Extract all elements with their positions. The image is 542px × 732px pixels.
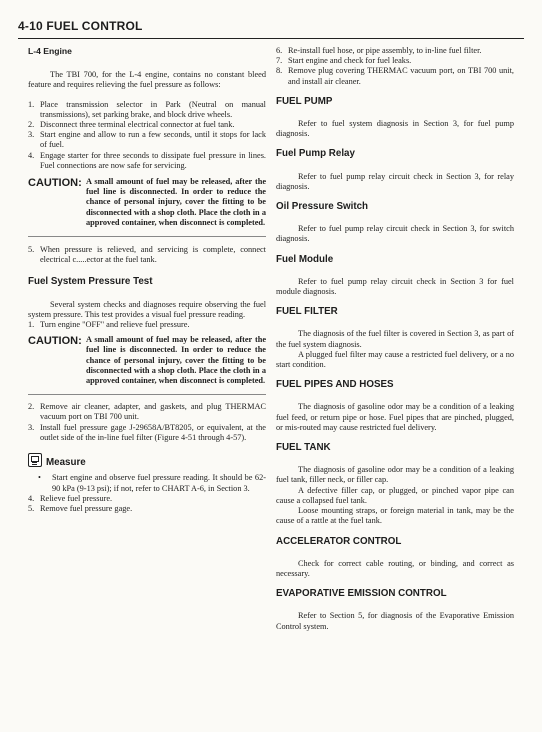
divider: [28, 394, 266, 395]
page-title: 4-10 FUEL CONTROL: [18, 19, 143, 33]
section-heading-fuel-module: Fuel Module: [276, 253, 334, 265]
list-item: 7. Start engine and check for fuel leaks.: [276, 56, 412, 66]
paragraph: Refer to fuel pump relay circuit check in Section 3, for relay diagnosis.: [276, 171, 514, 191]
paragraph-intro: The TBI 700, for the L-4 engine, contains no constant bleed feature and requires relieving the fuel pressure as follows:: [28, 70, 266, 90]
caution-block-1: [28, 177, 266, 228]
paragraph: Loose mounting straps, or foreign material in tank, may be the cause of a rattle at the fuel tank.: [276, 506, 514, 526]
section-heading-fuel-pump: FUEL PUMP: [276, 95, 333, 107]
paragraph: The diagnosis of gasoline odor may be a condition of a leaking fuel feed, or return pipe or hose. Fuel pipes that are pinched, plugged, or mis-routed may cause restricted fuel delivery.: [276, 402, 514, 432]
list-item: 3. Install fuel pressure gage J-29658A/BT8205, or equivalent, at the outlet side of the in-line fuel filter (Figure 4-51 through 4-57).: [28, 422, 266, 442]
caution-text: A small amount of fuel may be released, after the fuel line is disconnected. In order to reduce the chance of personal injury, cover the fitting to be disconnected with a shop cloth. Place the cloth in a approved container, when disconnect is completed.: [86, 335, 266, 386]
list-item: 5. Remove fuel pressure gage.: [28, 503, 133, 513]
paragraph: The diagnosis of gasoline odor may be a condition of a leaking fuel tank, filler neck, or filler cap.: [276, 465, 514, 485]
measure-heading: Measure: [28, 453, 266, 468]
paragraph: The diagnosis of the fuel filter is covered in Section 3, as part of the fuel system diagnosis.: [276, 329, 514, 349]
section-heading-fuel-filter: FUEL FILTER: [276, 306, 338, 318]
section-heading-evap-emission: EVAPORATIVE EMISSION CONTROL: [276, 588, 447, 600]
section-heading-l4: L-4 Engine: [28, 46, 72, 56]
list-item: 6. Re-install fuel hose, or pipe assembly, to in-line fuel filter.: [276, 46, 482, 55]
paragraph: Refer to fuel system diagnosis in Section 3, for fuel pump diagnosis.: [276, 119, 514, 139]
left-column: [28, 46, 266, 514]
bullet-icon: •: [38, 473, 41, 483]
procedure-list-1b: [28, 245, 266, 265]
section-heading-fuel-pipes: FUEL PIPES AND HOSES: [276, 379, 394, 391]
divider: [28, 236, 266, 237]
caution-text: A small amount of fuel may be released, after the fuel line is disconnected. In order to reduce the chance of personal injury, cover the fitting to be disconnected with a shop cloth. Place the cloth in a approved container, when disconnect is completed.: [86, 177, 266, 227]
paragraph: A defective filler cap, or plugged, or pinched vapor pipe can cause a collapsed fuel tank.: [276, 485, 514, 505]
section-heading-oil-pressure-switch: Oil Pressure Switch: [276, 201, 369, 213]
paragraph-fspt: Several system checks and diagnoses require observing the fuel system pressure. This test provides a visual fuel pressure reading.: [28, 299, 266, 319]
right-column: [276, 46, 514, 632]
section-heading-fuel-tank: FUEL TANK: [276, 442, 331, 454]
section-heading-fuel-pump-relay: Fuel Pump Relay: [276, 148, 355, 160]
caution-label: CAUTION:: [28, 177, 82, 190]
list-item: 4. Engage starter for three seconds to dissipate fuel pressure in lines. Fuel connections are now safe for servicing.: [28, 150, 266, 170]
caution-label: CAUTION:: [28, 335, 82, 348]
gauge-icon: [28, 453, 42, 467]
procedure-list-3: [28, 494, 266, 514]
procedure-list-2b: [28, 402, 266, 443]
paragraph: Refer to fuel pump relay circuit check in Section 3, for switch diagnosis.: [276, 224, 514, 244]
list-item: 4. Relieve fuel pressure.: [28, 493, 113, 503]
paragraph: Refer to fuel pump relay circuit check in Section 3 for fuel module diagnosis.: [276, 276, 514, 297]
section-heading-accelerator-control: ACCELERATOR CONTROL: [276, 535, 402, 547]
paragraph: Check for correct cable routing, or binding, and correct as necessary.: [276, 558, 514, 578]
list-item: 2. Remove air cleaner, adapter, and gaskets, and plug THERMAC vacuum port on TBI 700 unit.: [28, 402, 266, 422]
list-item: 1. Place transmission selector in Park (Neutral on manual transmissions), set parking brake, and block drive wheels.: [28, 99, 266, 119]
section-heading-fspt: Fuel System Pressure Test: [28, 276, 153, 288]
page-header: [18, 16, 524, 39]
caution-block-2: [28, 335, 266, 386]
list-item: 2. Disconnect three terminal electrical connector at fuel tank.: [28, 120, 235, 130]
paragraph: Refer to Section 5, for diagnosis of the Evaporative Emission Control system.: [276, 611, 514, 631]
measure-item: • Start engine and observe fuel pressure reading. It should be 62-90 kPa (9-13 psi); if not, refer to CHART A-6, in Section 3.: [38, 473, 266, 493]
list-item: 3. Start engine and allow to run a few seconds, until it stops for lack of fuel.: [28, 130, 266, 150]
list-item: 8. Remove plug covering THERMAC vacuum port, on TBI 700 unit, and install air cleaner.: [276, 66, 514, 86]
list-item: 5. When pressure is relieved, and servicing is complete, connect electrical c.....ector at the fuel tank.: [28, 245, 266, 265]
list-item: 1. Turn engine "OFF" and relieve fuel pressure.: [28, 320, 190, 330]
procedure-list-2a: [28, 320, 266, 330]
procedure-list-4: [276, 46, 514, 87]
paragraph: A plugged fuel filter may cause a restricted fuel delivery, or a no start condition.: [276, 349, 514, 370]
procedure-list-1: [28, 100, 266, 171]
